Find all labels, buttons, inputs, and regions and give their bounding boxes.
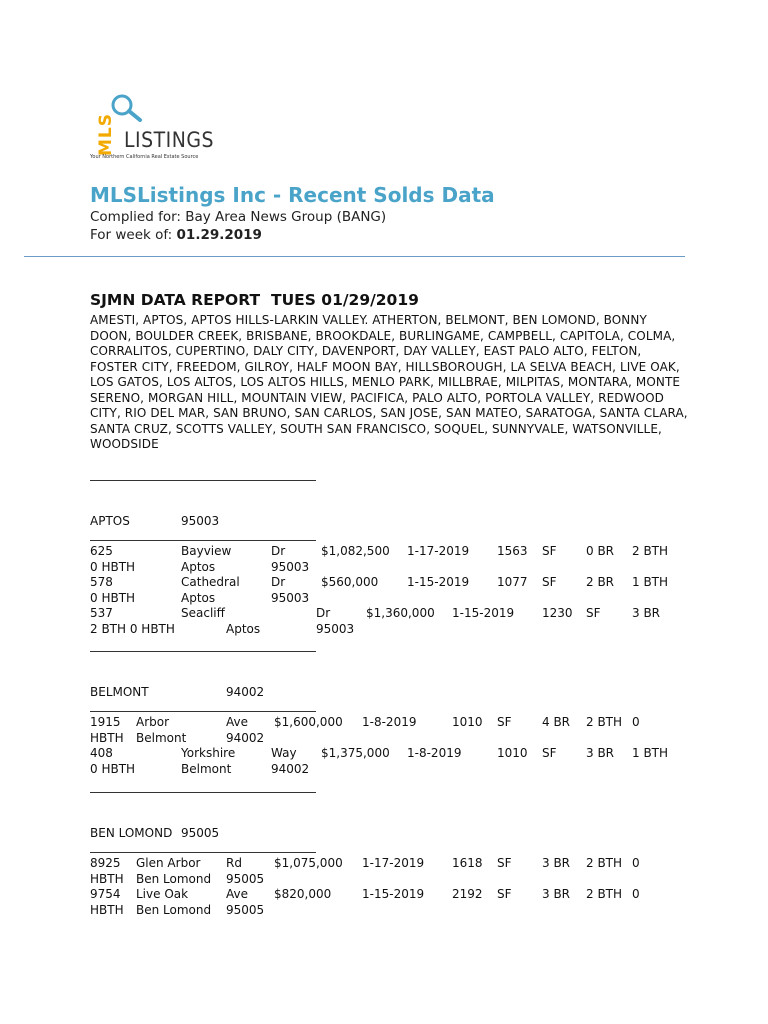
page-title: MLSListings Inc - Recent Solds Data bbox=[90, 183, 495, 207]
record-cell: SF bbox=[542, 746, 557, 760]
record-cell: 0 HBTH bbox=[90, 590, 136, 605]
record-cell: $560,000 bbox=[321, 575, 379, 589]
record-cell: HBTH bbox=[90, 871, 124, 886]
record-cell: 1230 bbox=[542, 606, 573, 620]
record-cell: Seacliff bbox=[181, 606, 225, 620]
record-cell: 3 BR bbox=[542, 856, 571, 870]
section-rule bbox=[90, 852, 316, 853]
record-cell: SF bbox=[497, 856, 512, 870]
week-value: 01.29.2019 bbox=[176, 227, 262, 243]
record-cell: 1915 bbox=[90, 715, 121, 729]
record-cell: Glen Arbor bbox=[136, 856, 201, 870]
record-cell: 625 bbox=[90, 544, 113, 558]
record-cell: 1010 bbox=[452, 715, 483, 729]
record-cell: 1010 bbox=[497, 746, 528, 760]
mlslistings-logo bbox=[88, 90, 228, 168]
section-rule bbox=[90, 792, 316, 793]
logo-mls-text: MLS bbox=[96, 113, 116, 156]
record-cell: 408 bbox=[90, 746, 113, 760]
header-divider bbox=[24, 256, 685, 257]
record-cell: $1,360,000 bbox=[366, 606, 435, 620]
record-cell: HBTH bbox=[90, 902, 124, 917]
record-cell: Bayview bbox=[181, 544, 232, 558]
record-cell: $1,375,000 bbox=[321, 746, 390, 760]
section-rule bbox=[90, 651, 316, 652]
record-cell: Ave bbox=[226, 715, 248, 729]
logo-listings-text: LISTINGS bbox=[124, 128, 214, 152]
record-cell: 1563 bbox=[497, 544, 528, 558]
record-cell: Way bbox=[271, 746, 297, 760]
record-cell: 537 bbox=[90, 606, 113, 620]
record-cell: 1-15-2019 bbox=[452, 606, 515, 620]
record-cell: 0 bbox=[632, 715, 640, 729]
record-cell: Cathedral bbox=[181, 575, 240, 589]
record-cell: 3 BR bbox=[632, 606, 661, 620]
record-cell: 2 BTH bbox=[586, 887, 623, 901]
record-cell: 94002 bbox=[271, 761, 310, 776]
record-cell: 2 BTH bbox=[632, 544, 669, 558]
record-cell: 1-15-2019 bbox=[362, 887, 425, 901]
record-cell: Ave bbox=[226, 887, 248, 901]
record-cell: 95003 bbox=[271, 590, 310, 605]
section-rule bbox=[90, 540, 316, 541]
record-cell: 1077 bbox=[497, 575, 528, 589]
record-cell: 1-8-2019 bbox=[407, 746, 462, 760]
record-cell: $1,075,000 bbox=[274, 856, 343, 870]
record-cell: Dr bbox=[316, 606, 331, 620]
record-cell: 2192 bbox=[452, 887, 483, 901]
section-rule bbox=[90, 711, 316, 712]
record-cell: 2 BTH bbox=[586, 715, 623, 729]
section-city: APTOS bbox=[90, 514, 130, 528]
record-cell: 2 BR bbox=[586, 575, 615, 589]
logo-tagline: Your Northern California Real Estate Source bbox=[90, 154, 199, 160]
section-zip: 94002 bbox=[226, 685, 265, 699]
record-cell: SF bbox=[542, 544, 557, 558]
record-cell: SF bbox=[586, 606, 601, 620]
record-cell: 95005 bbox=[226, 902, 265, 917]
section-zip: 95003 bbox=[181, 514, 220, 528]
record-cell: 95005 bbox=[226, 871, 265, 886]
section-zip: 95005 bbox=[181, 826, 220, 840]
record-cell: 3 BR bbox=[586, 746, 615, 760]
section-rule bbox=[90, 480, 316, 481]
record-cell: 1618 bbox=[452, 856, 483, 870]
record-cell: Aptos bbox=[226, 621, 261, 636]
record-cell: $820,000 bbox=[274, 887, 332, 901]
record-cell: 2 BTH 0 HBTH bbox=[90, 621, 175, 636]
week-of bbox=[90, 227, 262, 243]
city-list: AMESTI, APTOS, APTOS HILLS-LARKIN VALLEY. ATHERTON, BELMONT, BEN LOMOND, BONNY DOON, BOULDER CREEK, BRISBANE, BROOKDALE, BURLINGAME, CAMPBELL, CAPITOLA, COLMA, CORRALITOS, CUPERTINO, DALY CITY, DAVENPORT, DAY VALLEY, EAST PALO ALTO, FELTON, FOSTER CITY, FREEDOM, GILROY, HALF MOON BAY, HILLSBOROUGH, LA SELVA BEACH, LIVE OAK, LOS GATOS, LOS ALTOS, LOS ALTOS HILLS, MENLO PARK, MILLBRAE, MILPITAS, MONTARA, MONTE SERENO, MORGAN HILL, MOUNTAIN VIEW, PACIFICA, PALO ALTO, PORTOLA VALLEY, REDWOOD CITY, RIO DEL MAR, SAN BRUNO, SAN CARLOS, SAN JOSE, SAN MATEO, SARATOGA, SANTA CLARA, SANTA CRUZ, SCOTTS VALLEY, SOUTH SAN FRANCISCO, SOQUEL, SUNNYVALE, WATSONVILLE, WOODSIDE bbox=[90, 313, 688, 451]
record-cell: 578 bbox=[90, 575, 113, 589]
record-cell: 1 BTH bbox=[632, 575, 669, 589]
record-cell: 1 BTH bbox=[632, 746, 669, 760]
record-cell: 94002 bbox=[226, 730, 265, 745]
record-cell: Ben Lomond bbox=[136, 871, 212, 886]
record-cell: Yorkshire bbox=[181, 746, 236, 760]
record-cell: Dr bbox=[271, 575, 286, 589]
section-city: BEN LOMOND bbox=[90, 826, 173, 840]
record-cell: 9754 bbox=[90, 887, 121, 901]
record-cell: 0 bbox=[632, 887, 640, 901]
record-cell: 1-15-2019 bbox=[407, 575, 470, 589]
compiled-for: Complied for: Bay Area News Group (BANG) bbox=[90, 209, 387, 225]
record-cell: 2 BTH bbox=[586, 856, 623, 870]
record-cell: Dr bbox=[271, 544, 286, 558]
record-cell: SF bbox=[497, 715, 512, 729]
record-cell: 1-17-2019 bbox=[362, 856, 425, 870]
record-cell: 3 BR bbox=[542, 887, 571, 901]
report-date: TUES 01/29/2019 bbox=[271, 291, 419, 309]
record-cell: 8925 bbox=[90, 856, 121, 870]
record-cell: 1-17-2019 bbox=[407, 544, 470, 558]
record-cell: Belmont bbox=[181, 761, 232, 776]
record-cell: 0 BR bbox=[586, 544, 615, 558]
record-cell: $1,600,000 bbox=[274, 715, 343, 729]
record-cell: SF bbox=[542, 575, 557, 589]
record-cell: Aptos bbox=[181, 559, 216, 574]
record-cell: 4 BR bbox=[542, 715, 571, 729]
record-cell: Belmont bbox=[136, 730, 187, 745]
report-heading: SJMN DATA REPORT bbox=[90, 291, 261, 309]
record-cell: Rd bbox=[226, 856, 242, 870]
record-cell: SF bbox=[497, 887, 512, 901]
record-cell: 0 HBTH bbox=[90, 559, 136, 574]
record-cell: Ben Lomond bbox=[136, 902, 212, 917]
record-cell: 0 bbox=[632, 856, 640, 870]
record-cell: Aptos bbox=[181, 590, 216, 605]
record-cell: Arbor bbox=[136, 715, 170, 729]
section-city: BELMONT bbox=[90, 685, 149, 699]
record-cell: 95003 bbox=[271, 559, 310, 574]
record-cell: HBTH bbox=[90, 730, 124, 745]
record-cell: 95003 bbox=[316, 621, 355, 636]
record-cell: Live Oak bbox=[136, 887, 189, 901]
record-cell: 0 HBTH bbox=[90, 761, 136, 776]
record-cell: $1,082,500 bbox=[321, 544, 390, 558]
week-label: For week of: bbox=[90, 227, 177, 243]
record-cell: 1-8-2019 bbox=[362, 715, 417, 729]
